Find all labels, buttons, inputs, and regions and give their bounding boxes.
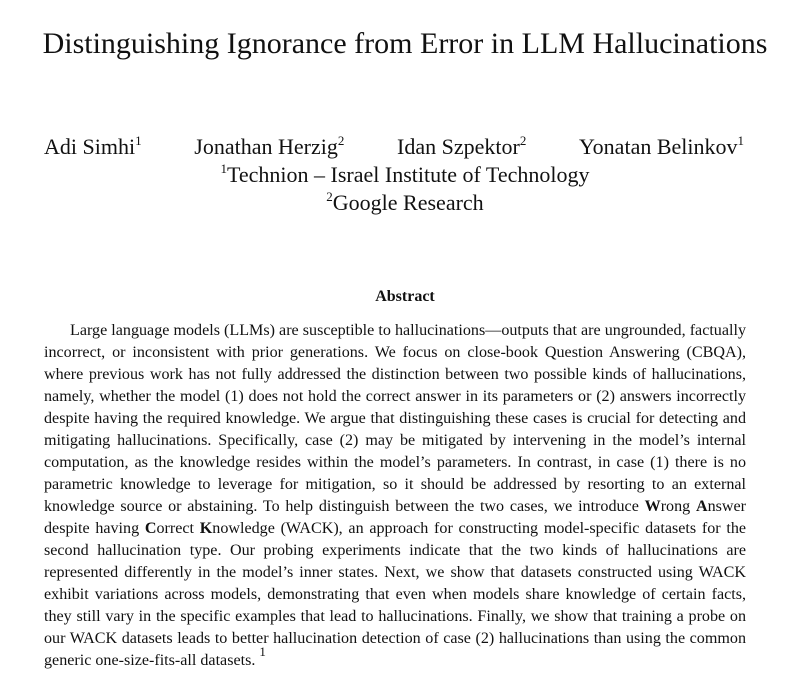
- author: Adi Simhi$^1$: [44, 133, 142, 159]
- author: Yonatan Belinkov$^1$: [579, 133, 744, 159]
- acronym-initial: A: [695, 498, 708, 515]
- author-list: [44, 133, 744, 161]
- paper-title: Distinguishing Ignorance from Error in LLM Hallucinations: [42, 27, 768, 60]
- affiliation-mark: 2: [337, 133, 345, 148]
- footnote-mark[interactable]: 1: [259, 644, 266, 659]
- abstract-heading: Abstract: [375, 288, 435, 305]
- abstract-text: Large language models (LLMs) are susceptible to hallucinations—outputs that are ungrounded, factually incorrect, or inconsistent with prior generations. We focus on close-book Question Answering (CBQA), where previous work has not fully addressed the distinction between two possible kinds of hallucinations, namely, whether the model (1) does not hold the correct answer in its parameters or (2) answers incorrectly despite having the required knowledge. We argue that distinguishing these cases is crucial for detecting and mitigating hallucinations. Specifically, case (2) may be mitigated by intervening in the model’s internal computation, as the knowledge resides within the model’s parameters. In contrast, in case (1) there is no parametric knowledge to leverage for mitigation, so it should be addressed by resorting to an external knowledge source or abstaining. To help distinguish between the two cases, we introduce Wrong Answer despite having Correct Knowledge (WACK), an approach for constructing model-specific datasets for the second hallucination type. Our probing experiments indicate that the two kinds of hallucinations are represented differently in the model’s inner states. Next, we show that datasets constructed using WACK exhibit variations across models, demonstrating that even when models share knowledge of certain facts, they still vary in the specific examples that lead to hallucinations. Finally, we show that training a probe on our WACK datasets leads to better hallucination detection of case (2) hallucinations than using the common generic one-size-fits-all datasets. $^1$: [44, 322, 747, 669]
- affiliation-mark: 2: [519, 133, 527, 148]
- acronym-initial: C: [144, 520, 157, 537]
- affiliation-mark: 1: [220, 161, 227, 176]
- author: Jonathan Herzig$^2$: [194, 133, 345, 159]
- author: Idan Szpektor$^2$: [397, 133, 527, 159]
- affiliation: $^1$Technion – Israel Institute of Technology: [220, 161, 590, 187]
- affiliation-mark: 2: [326, 189, 333, 204]
- acronym-initial: K: [199, 520, 213, 537]
- acronym-initial: W: [644, 498, 661, 515]
- affiliation-mark: 1: [135, 133, 142, 148]
- affiliation: $^2$Google Research: [326, 189, 484, 215]
- affiliation-mark: 1: [737, 133, 744, 148]
